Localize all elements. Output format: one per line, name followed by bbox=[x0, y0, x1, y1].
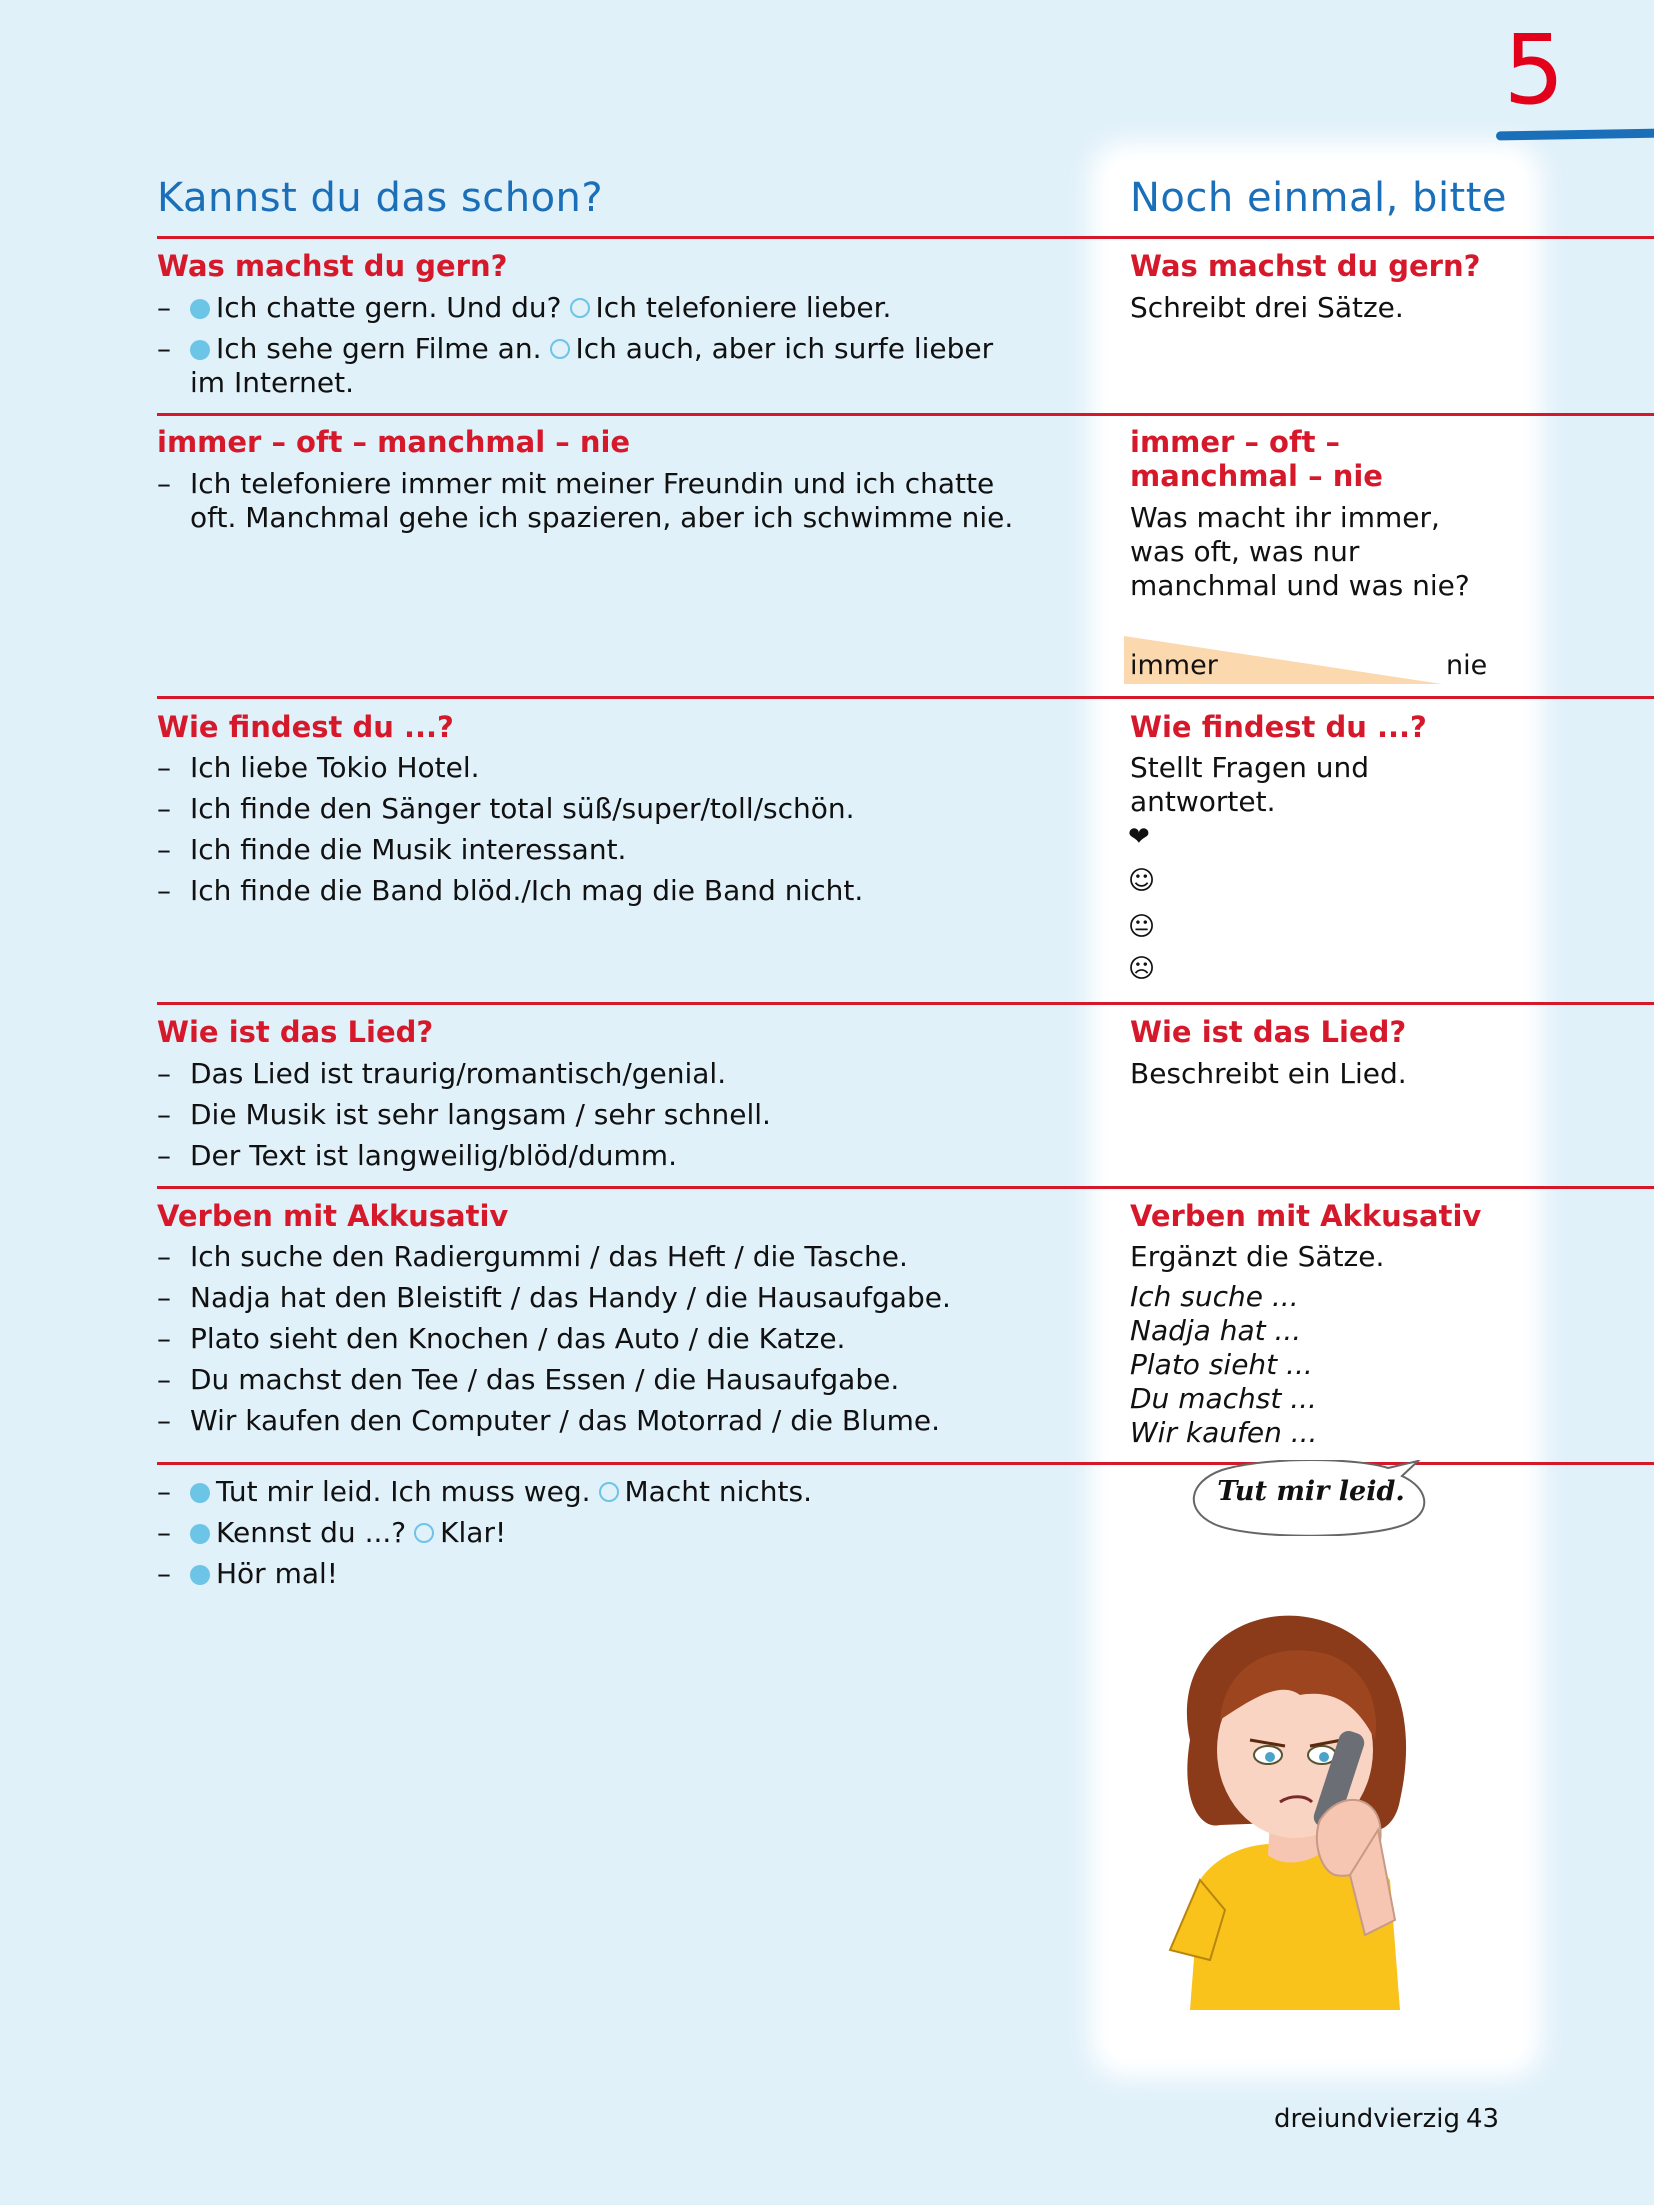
section-body bbox=[157, 1057, 1037, 1180]
speaker-b-circle-icon bbox=[414, 1523, 434, 1543]
list-item: – Ich finde die Band blöd./Ich mag die Band nicht. bbox=[157, 874, 864, 907]
right-section-text: Ergänzt die Sätze. Ich suche ... Nadja hat ... Plato sieht ... Du machst ... Wir kaufen ... bbox=[1130, 1240, 1510, 1450]
example-line: Ich suche ... bbox=[1130, 1280, 1299, 1313]
list-item: – Ich sehe gern Filme an. Ich auch, aber ich surfe lieber im Internet. bbox=[157, 332, 994, 399]
example-line: Plato sieht ... bbox=[1130, 1348, 1313, 1381]
list-item: – Kennst du ...? Klar! bbox=[157, 1516, 507, 1549]
speaker-b-circle-icon bbox=[599, 1482, 619, 1502]
list-item: – Nadja hat den Bleistift / das Handy / die Hausaufgabe. bbox=[157, 1281, 951, 1314]
separator-line bbox=[157, 236, 1654, 239]
list-item: – Die Musik ist sehr langsam / sehr schnell. bbox=[157, 1098, 771, 1131]
list-item: – Der Text ist langweilig/blöd/dumm. bbox=[157, 1139, 677, 1172]
right-section-title: Was machst du gern? bbox=[1130, 249, 1481, 283]
list-item: – Plato sieht den Knochen / das Auto / die Katze. bbox=[157, 1322, 846, 1355]
right-section-title: immer – oft – manchmal – nie bbox=[1130, 425, 1383, 493]
list-item: – Ich finde den Sänger total süß/super/toll/schön. bbox=[157, 792, 855, 825]
chapter-bar bbox=[1496, 129, 1654, 141]
speech-bubble-text: Tut mir leid. bbox=[1217, 1476, 1405, 1507]
heart-icon: ❤ bbox=[1128, 822, 1150, 852]
separator-line bbox=[157, 1002, 1654, 1005]
example-line: Du machst ... bbox=[1130, 1382, 1317, 1415]
section-title: Wie ist das Lied? bbox=[157, 1015, 434, 1049]
right-header: Noch einmal, bitte bbox=[1130, 175, 1508, 221]
example-line: Nadja hat ... bbox=[1130, 1314, 1302, 1347]
example-line: Wir kaufen ... bbox=[1130, 1416, 1318, 1449]
list-item: – Du machst den Tee / das Essen / die Hausaufgabe. bbox=[157, 1363, 900, 1396]
chapter-number: 5 bbox=[1503, 14, 1565, 126]
girl-on-phone-illustration bbox=[1130, 1590, 1450, 2010]
list-item: – Tut mir leid. Ich muss weg. Macht nichts. bbox=[157, 1475, 812, 1508]
speaker-a-dot-icon bbox=[190, 1483, 210, 1503]
list-item: – Wir kaufen den Computer / das Motorrad / die Blume. bbox=[157, 1404, 941, 1437]
list-item: – Ich chatte gern. Und du? Ich telefoniere lieber. bbox=[157, 291, 892, 324]
page-number: 43 bbox=[1466, 2104, 1500, 2134]
list-item: – Hör mal! bbox=[157, 1557, 339, 1590]
speaker-b-circle-icon bbox=[570, 298, 590, 318]
section-title: Verben mit Akkusativ bbox=[157, 1199, 509, 1233]
neutral-face-icon: 😐 bbox=[1128, 912, 1156, 942]
footer-page-word: dreiundvierzig bbox=[1274, 2104, 1460, 2134]
section-body bbox=[157, 751, 1037, 915]
list-item: – Das Lied ist traurig/romantisch/genial. bbox=[157, 1057, 727, 1090]
list-item: – Ich telefoniere immer mit meiner Freundin und ich chatte oft. Manchmal gehe ich spazieren, aber ich schwimme nie. bbox=[157, 467, 1014, 534]
list-item: – Ich suche den Radiergummi / das Heft / die Tasche. bbox=[157, 1240, 908, 1273]
section-body bbox=[157, 1240, 1037, 1445]
scale-label-right: nie bbox=[1446, 650, 1488, 681]
list-item: – Ich liebe Tokio Hotel. bbox=[157, 751, 480, 784]
separator-line bbox=[157, 413, 1654, 416]
speaker-a-dot-icon bbox=[190, 299, 210, 319]
section-title: Was machst du gern? bbox=[157, 249, 508, 283]
separator-line bbox=[157, 1186, 1654, 1189]
separator-line bbox=[157, 696, 1654, 699]
left-header: Kannst du das schon? bbox=[157, 175, 604, 221]
scale-label-left: immer bbox=[1130, 650, 1218, 681]
smile-icon: ☺ bbox=[1128, 866, 1156, 896]
sad-face-icon: ☹ bbox=[1128, 954, 1156, 984]
speaker-a-dot-icon bbox=[190, 1565, 210, 1585]
right-section-title: Wie findest du ...? bbox=[1130, 710, 1427, 744]
right-section-title: Verben mit Akkusativ bbox=[1130, 1199, 1482, 1233]
right-section-text: Schreibt drei Sätze. bbox=[1130, 291, 1404, 324]
speaker-a-dot-icon bbox=[190, 1524, 210, 1544]
right-section-text: Beschreibt ein Lied. bbox=[1130, 1057, 1407, 1090]
section-title: Wie findest du ...? bbox=[157, 710, 454, 744]
section-body bbox=[157, 291, 1037, 407]
right-section-text: Was macht ihr immer, was oft, was nur manchmal und was nie? bbox=[1130, 501, 1470, 602]
section-title: immer – oft – manchmal – nie bbox=[157, 425, 631, 459]
list-item: – Ich finde die Musik interessant. bbox=[157, 833, 627, 866]
speaker-a-dot-icon bbox=[190, 340, 210, 360]
right-section-title: Wie ist das Lied? bbox=[1130, 1015, 1407, 1049]
speaker-b-circle-icon bbox=[550, 339, 570, 359]
right-section-text: Stellt Fragen und antwortet. bbox=[1130, 751, 1370, 818]
section-body bbox=[157, 467, 1037, 542]
section-body bbox=[157, 1475, 1037, 1598]
